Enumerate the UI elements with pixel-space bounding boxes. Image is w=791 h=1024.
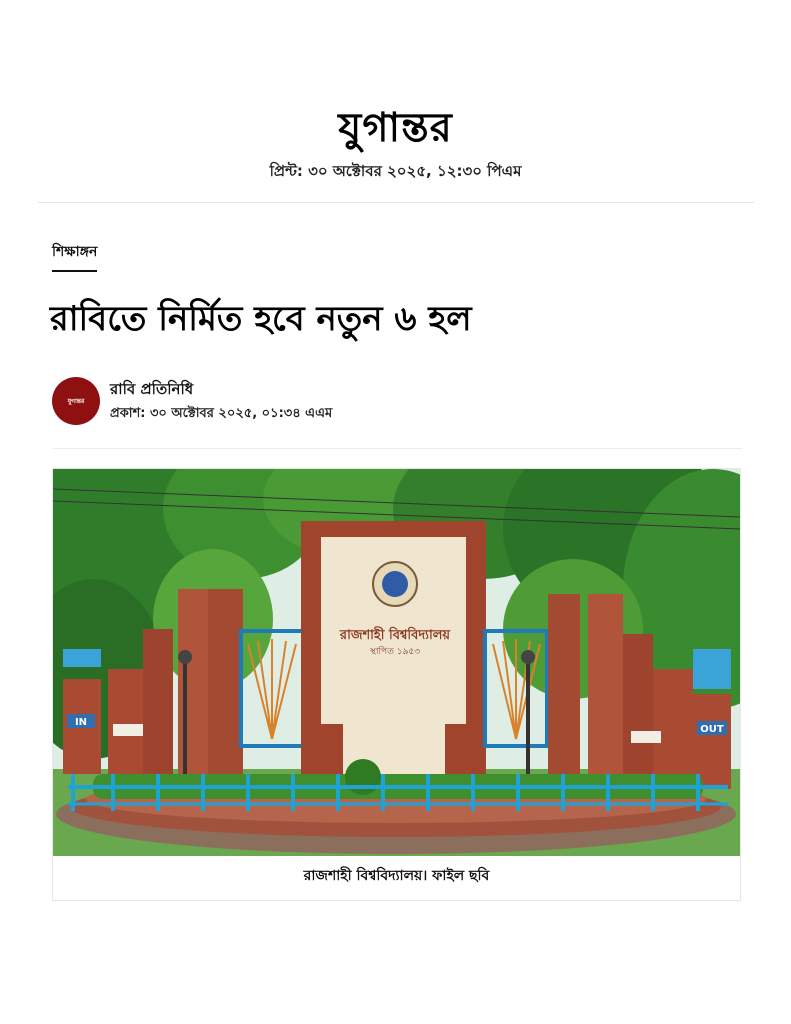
site-logo[interactable]: যুগান্তর: [338, 104, 453, 151]
sign-out: OUT: [700, 724, 724, 735]
category-label[interactable]: শিক্ষাঙ্গন: [52, 240, 97, 272]
gate-name-inscription: রাজশাহী বিশ্ববিদ্যালয়: [339, 628, 451, 643]
gate-est-inscription: স্থাপিত ১৯৫৩: [369, 647, 421, 657]
published-date: প্রকাশ: ৩০ অক্টোবর ২০২৫, ০১:৩৪ এএম: [110, 406, 333, 421]
article-headline: রাবিতে নির্মিত হবে নতুন ৬ হল: [50, 299, 472, 339]
author-name: রাবি প্রতিনিধি: [110, 380, 194, 398]
sign-in: IN: [74, 717, 88, 728]
avatar: [52, 377, 100, 425]
masthead: [0, 100, 791, 185]
avatar-logo-text: যুগান্তর: [67, 397, 85, 405]
divider: [38, 202, 754, 203]
image-caption: রাজশাহী বিশ্ববিদ্যালয়। ফাইল ছবি: [303, 868, 490, 884]
article-figure: [52, 468, 741, 901]
print-date: প্রিন্ট: ৩০ অক্টোবর ২০২৫, ১২:৩০ পিএম: [269, 162, 522, 180]
divider: [52, 448, 742, 449]
article-photo: [53, 469, 740, 856]
